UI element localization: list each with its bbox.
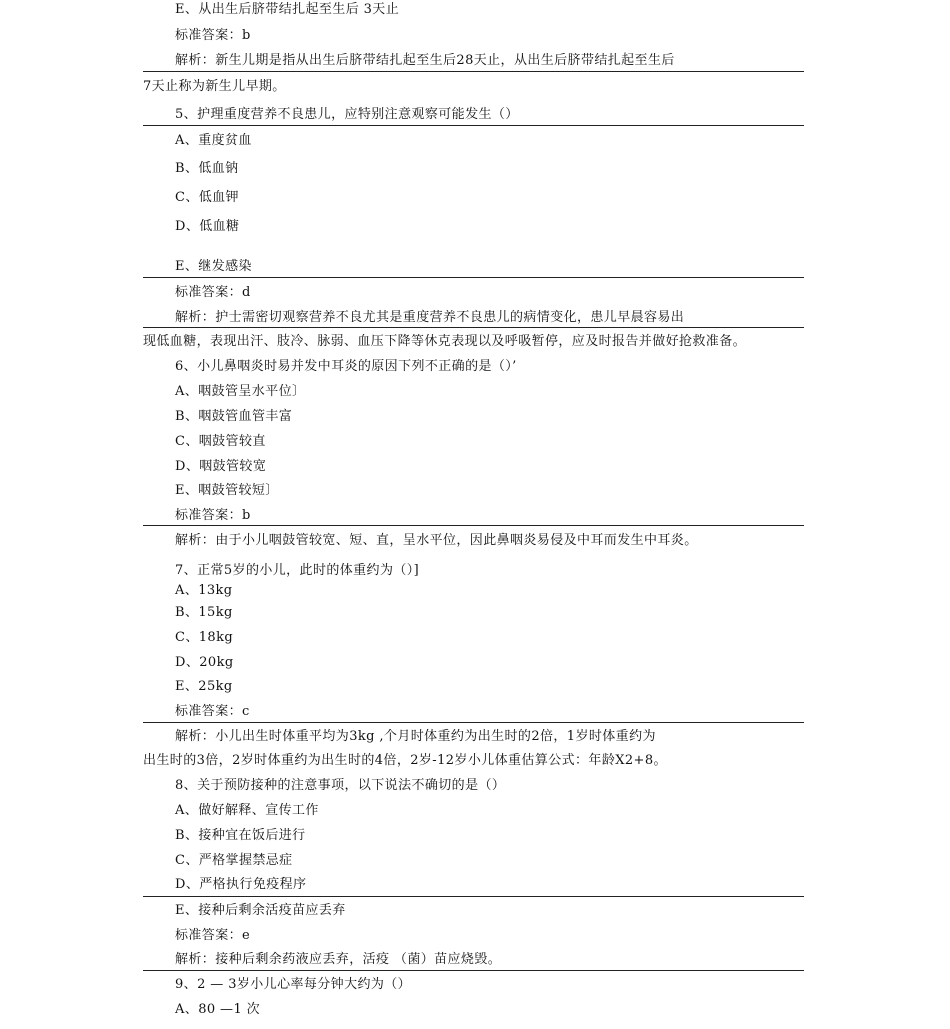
divider [143,327,804,328]
option-line: C、18kg [175,630,234,645]
answer-line: 标准答案：c [175,704,250,719]
explanation-continuation: 7天止称为新生儿早期。 [143,79,286,94]
option-line: D、咽鼓管较宽 [175,459,267,474]
option-line: E、继发感染 [175,259,252,274]
option-line: A、重度贫血 [175,133,252,148]
explanation-continuation: 现低血糖，表现出汗、肢冷、脉弱、血压下降等休克表现以及呼吸暂停，应及时报告并做好抢救准备。 [143,334,747,349]
explanation-continuation: 出生时的3倍，2岁时体重约为出生时的4倍，2岁-12岁小儿体重估算公式：年龄X2+8。 [143,753,667,768]
option-line: E、咽鼓管较短〕 [175,483,279,498]
option-line: A、咽鼓管呈水平位〕 [175,384,306,399]
option-line: D、20kg [175,655,234,670]
option-line: B、15kg [175,605,233,620]
option-line: D、低血糖 [175,219,240,234]
option-line: C、严格掌握禁忌症 [175,853,293,868]
option-line: E、从出生后脐带结扎起至生后 3天止 [175,2,400,17]
question-line: 9、2 — 3岁小儿心率每分钟大约为（） [175,977,412,992]
question-line: 7、正常5岁的小儿，此时的体重约为（）] [175,563,420,578]
divider [143,896,804,897]
divider [143,525,804,526]
option-line: C、低血钾 [175,190,239,205]
explanation-line: 解析：小儿出生时体重平均为3kg ,个月时体重约为出生时的2倍，1岁时体重约为 [175,729,656,744]
option-line: A、80 —1 次 [175,1002,261,1017]
option-line: B、咽鼓管血管丰富 [175,409,293,424]
divider [143,71,804,72]
divider [143,722,804,723]
divider [143,970,804,971]
question-line: 8、关于预防接种的注意事项，以下说法不确切的是（） [175,778,506,793]
option-line: D、严格执行免疫程序 [175,877,307,892]
answer-line: 标准答案：e [175,928,251,943]
option-line: E、25kg [175,679,233,694]
answer-line: 标准答案：d [175,285,251,300]
answer-line: 标准答案：b [175,508,251,523]
divider [143,125,804,126]
option-line: A、13kg [175,583,233,598]
answer-line: 标准答案：b [175,28,251,43]
option-line: B、低血钠 [175,161,239,176]
option-line: B、接种宜在饭后进行 [175,828,306,843]
option-line: C、咽鼓管较直 [175,434,266,449]
question-line: 6、小儿鼻咽炎时易并发中耳炎的原因下列不正确的是（）’ [175,359,517,374]
option-line: A、做好解释、宣传工作 [175,803,319,818]
divider [143,277,804,278]
explanation-line: 解析：由于小儿咽鼓管较宽、短、直，呈水平位，因此鼻咽炎易侵及中耳而发生中耳炎。 [175,533,698,548]
option-line: E、接种后剩余活疫苗应丢弃 [175,903,346,918]
explanation-line: 解析：接种后剩余药液应丢弃，活疫 （菌）苗应烧毁。 [175,952,502,967]
explanation-line: 解析：新生儿期是指从出生后脐带结扎起至生后28天止，从出生后脐带结扎起至生后 [175,53,675,68]
explanation-line: 解析：护士需密切观察营养不良尤其是重度营养不良患儿的病情变化，患儿早晨容易出 [175,310,685,325]
question-line: 5、护理重度营养不良患儿，应特别注意观察可能发生（） [175,107,519,122]
